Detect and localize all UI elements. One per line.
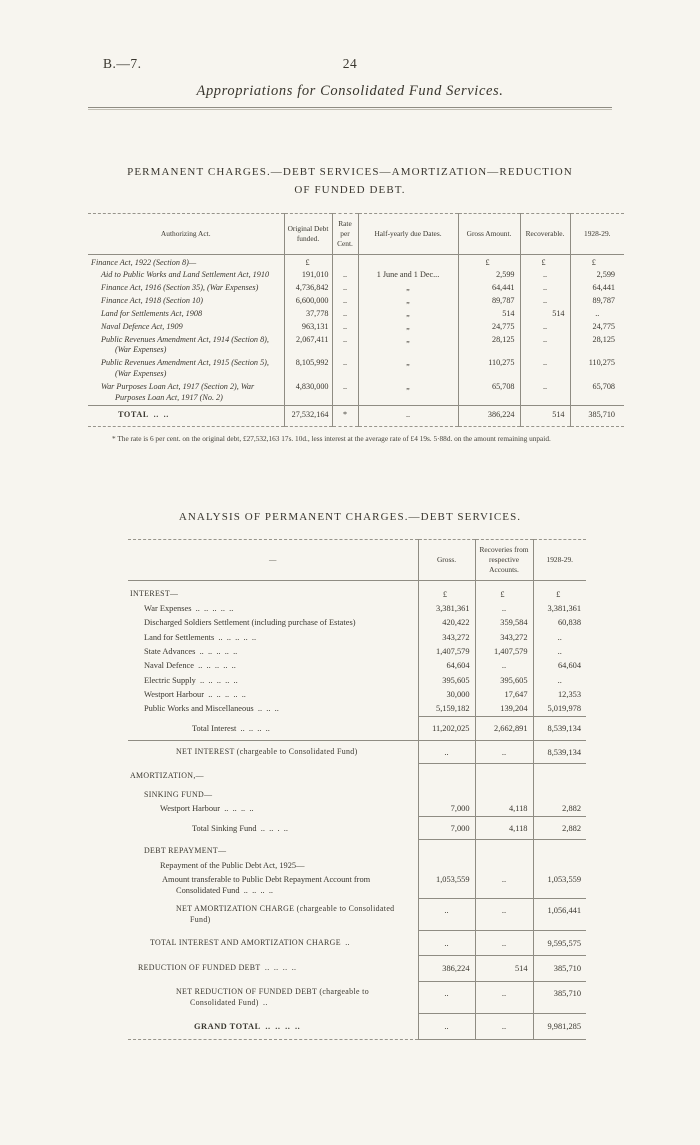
cell-gross xyxy=(418,784,475,802)
cell-recoveries xyxy=(475,840,533,858)
cell-rate: .. xyxy=(332,357,358,381)
cell-recoverable: 514 xyxy=(520,308,570,321)
cell-recoveries: 4,118 xyxy=(475,817,533,840)
table2-row xyxy=(128,740,586,763)
cell-gross: 11,202,025 xyxy=(418,717,475,740)
cell-recoveries xyxy=(475,763,533,783)
cell-1928-29: £ xyxy=(533,580,586,601)
cell-recoveries: .. xyxy=(475,898,533,930)
cell-authorizing-act: Public Revenues Amendment Act, 1915 (Section 5), (War Expenses) xyxy=(101,358,269,379)
cell-gross: 1,407,579 xyxy=(418,645,475,659)
cell-gross-amount: 2,599 xyxy=(458,269,520,282)
cell-gross-amount: 514 xyxy=(458,308,520,321)
cell-gross xyxy=(418,858,475,872)
cell-label: Discharged Soldiers Settlement (including purchase of Estates) xyxy=(144,618,356,628)
cell-due-dates: „ xyxy=(358,357,458,381)
cell-rate: .. xyxy=(332,269,358,282)
table2-row xyxy=(128,688,586,702)
table1-row xyxy=(88,334,624,358)
cell-recoveries: 343,272 xyxy=(475,630,533,644)
table1-footnote: * The rate is 6 per cent. on the original debt, £27,532,163 17s. 10d., less interest at the average rate of £4 19s. 5·88d. on the amount remaining unpaid. xyxy=(112,434,551,444)
column-header-recoveries: Recoveries from respective Accounts. xyxy=(475,539,533,580)
cell-gross xyxy=(418,840,475,858)
cell-1928-29: 385,710 xyxy=(533,981,586,1013)
permanent-charges-table xyxy=(88,213,624,427)
doc-ref: B.—7. xyxy=(103,56,142,71)
table2-row xyxy=(128,858,586,872)
cell-1928-29: 385,710 xyxy=(533,956,586,981)
cell-gross: 386,224 xyxy=(418,956,475,981)
cell-recoverable: .. xyxy=(520,282,570,295)
cell-1928-29: 64,441 xyxy=(570,282,624,295)
cell-original-debt: £ xyxy=(284,255,332,270)
cell-recoveries: .. xyxy=(475,981,533,1013)
cell-1928-29: .. xyxy=(570,308,624,321)
table2-row xyxy=(128,645,586,659)
cell-gross-amount: 110,275 xyxy=(458,357,520,381)
cell-recoveries: .. xyxy=(475,659,533,673)
table1-row xyxy=(88,282,624,295)
table1-row xyxy=(88,308,624,321)
cell-label: War Expenses .. .. .. .. .. xyxy=(144,604,234,613)
table2-row xyxy=(128,840,586,858)
cell-recoverable: .. xyxy=(520,269,570,282)
cell-gross: .. xyxy=(418,981,475,1013)
column-header-original-debt: Original Debt funded. xyxy=(284,214,332,255)
cell-recoveries: 395,605 xyxy=(475,673,533,687)
table2-row xyxy=(128,616,586,630)
cell-1928-29: 24,775 xyxy=(570,321,624,334)
cell-recoveries xyxy=(475,784,533,802)
cell-1928-29: 8,539,134 xyxy=(533,717,586,740)
cell-1928-29: £ xyxy=(570,255,624,270)
cell-1928-29: 2,599 xyxy=(570,269,624,282)
cell-label: SINKING FUND— xyxy=(144,789,213,799)
cell-due-dates: „ xyxy=(358,334,458,358)
cell-gross: .. xyxy=(418,898,475,930)
cell-label: GRAND TOTAL .. .. .. .. xyxy=(194,1021,301,1031)
table2-row xyxy=(128,872,586,898)
cell-gross: 30,000 xyxy=(418,688,475,702)
cell-recoveries: .. xyxy=(475,1014,533,1040)
cell-1928-29: 65,708 xyxy=(570,381,624,405)
cell-1928-29: 3,381,361 xyxy=(533,602,586,616)
cell-recoverable: .. xyxy=(520,334,570,358)
cell-recoveries: 4,118 xyxy=(475,802,533,817)
cell-authorizing-act: Aid to Public Works and Land Settlement Act, 1910 xyxy=(101,270,270,280)
cell-gross: 1,053,559 xyxy=(418,872,475,898)
table1-row xyxy=(88,255,624,270)
cell-1928-29: 2,882 xyxy=(533,802,586,817)
cell-1928-29: 9,981,285 xyxy=(533,1014,586,1040)
cell-recoverable: .. xyxy=(520,381,570,405)
cell-1928-29: 9,595,575 xyxy=(533,931,586,956)
cell-rate: * xyxy=(332,405,358,427)
cell-rate: .. xyxy=(332,334,358,358)
table1-title-line2: OF FUNDED DEBT. xyxy=(294,183,406,196)
cell-rate: .. xyxy=(332,308,358,321)
table1-body xyxy=(88,255,624,427)
table1-header-row xyxy=(88,214,624,255)
table2-row xyxy=(128,1014,586,1040)
cell-rate: .. xyxy=(332,295,358,308)
running-title: Appropriations for Consolidated Fund Services. xyxy=(196,83,504,99)
cell-label: Public Works and Miscellaneous .. .. .. xyxy=(144,704,279,714)
cell-label: Total Sinking Fund .. .. . .. xyxy=(192,823,288,833)
cell-1928-29: 8,539,134 xyxy=(533,740,586,763)
cell-label: AMORTIZATION,— xyxy=(130,771,204,781)
header-rule xyxy=(88,107,612,110)
cell-gross: £ xyxy=(418,580,475,601)
cell-original-debt: 8,105,992 xyxy=(284,357,332,381)
table2-row xyxy=(128,580,586,601)
table2-row xyxy=(128,602,586,616)
cell-original-debt: 4,830,000 xyxy=(284,381,332,405)
column-header-gross: Gross. xyxy=(418,539,475,580)
cell-1928-29: .. xyxy=(533,645,586,659)
cell-recoveries: .. xyxy=(475,602,533,616)
cell-original-debt: 37,778 xyxy=(284,308,332,321)
cell-label: DEBT REPAYMENT— xyxy=(144,845,227,855)
cell-original-debt: 4,736,842 xyxy=(284,282,332,295)
column-header-recoverable: Recoverable. xyxy=(520,214,570,255)
table2-row xyxy=(128,956,586,981)
cell-authorizing-act: Finance Act, 1922 (Section 8)— xyxy=(91,257,197,267)
cell-gross: .. xyxy=(418,931,475,956)
cell-1928-29: 385,710 xyxy=(570,405,624,427)
cell-original-debt: 27,532,164 xyxy=(284,405,332,427)
cell-gross-amount: 89,787 xyxy=(458,295,520,308)
cell-1928-29: 64,604 xyxy=(533,659,586,673)
cell-gross-amount: 64,441 xyxy=(458,282,520,295)
page-number: 24 xyxy=(342,56,358,71)
cell-label: Land for Settlements .. .. .. .. .. xyxy=(144,632,257,642)
cell-1928-29: 1,053,559 xyxy=(533,872,586,898)
cell-label: State Advances .. .. .. .. .. xyxy=(144,647,238,657)
cell-1928-29: 2,882 xyxy=(533,817,586,840)
cell-label: TOTAL INTEREST AND AMORTIZATION CHARGE .. xyxy=(150,937,350,947)
cell-1928-29 xyxy=(533,840,586,858)
cell-original-debt: 963,131 xyxy=(284,321,332,334)
table2-row xyxy=(128,784,586,802)
cell-original-debt: 191,010 xyxy=(284,269,332,282)
table2-row xyxy=(128,659,586,673)
table1-row xyxy=(88,405,624,427)
table1-title xyxy=(0,164,700,199)
cell-due-dates: .. xyxy=(358,405,458,427)
table2-row xyxy=(128,630,586,644)
cell-authorizing-act: TOTAL .. .. xyxy=(88,405,284,427)
cell-label: Amount transferable to Public Debt Repayment Account from Consolidated Fund .. .. .. .. xyxy=(162,874,371,896)
cell-gross: 5,159,182 xyxy=(418,702,475,717)
cell-label: Total Interest .. .. .. .. xyxy=(128,717,418,740)
cell-label: NET INTEREST (chargeable to Consolidated Fund) xyxy=(176,746,358,756)
column-header-due-dates: Half-yearly due Dates. xyxy=(358,214,458,255)
page-header xyxy=(0,0,700,72)
cell-rate xyxy=(332,255,358,270)
cell-gross: .. xyxy=(418,740,475,763)
table2-row xyxy=(128,898,586,930)
cell-recoveries xyxy=(475,858,533,872)
cell-recoverable: £ xyxy=(520,255,570,270)
cell-1928-29: 28,125 xyxy=(570,334,624,358)
cell-due-dates: „ xyxy=(358,381,458,405)
cell-authorizing-act: War Purposes Loan Act, 1917 (Section 2), War Purposes Loan Act, 1917 (No. 2) xyxy=(101,381,255,402)
cell-due-dates xyxy=(358,255,458,270)
cell-authorizing-act: Public Revenues Amendment Act, 1914 (Section 8), (War Expenses) xyxy=(101,334,269,355)
table2-row xyxy=(128,717,586,740)
cell-gross: 3,381,361 xyxy=(418,602,475,616)
table1-row xyxy=(88,357,624,381)
cell-gross: 395,605 xyxy=(418,673,475,687)
column-header-blank: — xyxy=(128,539,418,580)
table1-row xyxy=(88,269,624,282)
table2-body xyxy=(128,580,586,1040)
cell-gross: 343,272 xyxy=(418,630,475,644)
cell-recoveries: 17,647 xyxy=(475,688,533,702)
cell-recoverable: 514 xyxy=(520,405,570,427)
table2-row xyxy=(128,931,586,956)
cell-label: NET AMORTIZATION CHARGE (chargeable to Consolidated Fund) xyxy=(176,904,395,924)
cell-original-debt: 6,600,000 xyxy=(284,295,332,308)
cell-rate: .. xyxy=(332,381,358,405)
cell-recoveries: .. xyxy=(475,740,533,763)
table2-title: ANALYSIS OF PERMANENT CHARGES.—DEBT SERVICES. xyxy=(178,510,522,523)
cell-authorizing-act: Land for Settlements Act, 1908 xyxy=(101,308,203,318)
table2-header-row xyxy=(128,539,586,580)
cell-recoveries: .. xyxy=(475,872,533,898)
cell-rate: .. xyxy=(332,321,358,334)
cell-label: INTEREST— xyxy=(130,588,179,598)
cell-1928-29: 1,056,441 xyxy=(533,898,586,930)
cell-authorizing-act: Finance Act, 1918 (Section 10) xyxy=(101,296,203,306)
cell-label: Repayment of the Public Debt Act, 1925— xyxy=(160,860,305,870)
cell-1928-29: 12,353 xyxy=(533,688,586,702)
cell-due-dates: 1 June and 1 Dec... xyxy=(358,269,458,282)
cell-gross: .. xyxy=(418,1014,475,1040)
cell-due-dates: „ xyxy=(358,282,458,295)
table2-row xyxy=(128,763,586,783)
cell-1928-29: .. xyxy=(533,630,586,644)
cell-recoveries: 1,407,579 xyxy=(475,645,533,659)
cell-rate: .. xyxy=(332,282,358,295)
cell-recoveries: £ xyxy=(475,580,533,601)
cell-label: Westport Harbour .. .. .. .. .. xyxy=(144,690,246,700)
cell-due-dates: „ xyxy=(358,295,458,308)
cell-label: Naval Defence .. .. .. .. .. xyxy=(144,661,236,671)
cell-recoveries: .. xyxy=(475,931,533,956)
column-header-gross-amount: Gross Amount. xyxy=(458,214,520,255)
column-header-1928-29: 1928-29. xyxy=(570,214,624,255)
cell-recoverable: .. xyxy=(520,295,570,308)
cell-gross-amount: 28,125 xyxy=(458,334,520,358)
cell-label: Westport Harbour .. .. .. .. xyxy=(160,804,254,814)
cell-gross-amount: 24,775 xyxy=(458,321,520,334)
column-header-rate: Rate per Cent. xyxy=(332,214,358,255)
cell-recoverable: .. xyxy=(520,357,570,381)
cell-1928-29: 89,787 xyxy=(570,295,624,308)
table2-row xyxy=(128,817,586,840)
table1-row xyxy=(88,321,624,334)
cell-recoverable: .. xyxy=(520,321,570,334)
cell-original-debt: 2,067,411 xyxy=(284,334,332,358)
cell-authorizing-act: Finance Act, 1916 (Section 35), (War Expenses) xyxy=(101,283,259,293)
cell-gross: 7,000 xyxy=(418,802,475,817)
table1-row xyxy=(88,381,624,405)
column-header-authorizing-act: Authorizing Act. xyxy=(88,214,284,255)
cell-authorizing-act: Naval Defence Act, 1909 xyxy=(101,321,183,331)
cell-1928-29 xyxy=(533,763,586,783)
table1-row xyxy=(88,295,624,308)
table2-row xyxy=(128,981,586,1013)
analysis-table xyxy=(128,539,586,1041)
cell-gross: 7,000 xyxy=(418,817,475,840)
cell-label: REDUCTION OF FUNDED DEBT .. .. .. .. xyxy=(138,962,297,972)
table2-row xyxy=(128,673,586,687)
cell-1928-29: 60,838 xyxy=(533,616,586,630)
cell-gross xyxy=(418,763,475,783)
table1-title-line1: PERMANENT CHARGES.—DEBT SERVICES—AMORTIZATION—REDUCTION xyxy=(127,166,573,178)
cell-1928-29 xyxy=(533,784,586,802)
table2-row xyxy=(128,802,586,817)
cell-gross: 64,604 xyxy=(418,659,475,673)
column-header-1928-29: 1928-29. xyxy=(533,539,586,580)
cell-recoveries: 359,584 xyxy=(475,616,533,630)
cell-gross: 420,422 xyxy=(418,616,475,630)
cell-1928-29: .. xyxy=(533,673,586,687)
cell-1928-29 xyxy=(533,858,586,872)
table2-row xyxy=(128,702,586,717)
cell-1928-29: 110,275 xyxy=(570,357,624,381)
cell-due-dates: „ xyxy=(358,321,458,334)
cell-label: Electric Supply .. .. .. .. .. xyxy=(144,675,238,685)
cell-recoveries: 514 xyxy=(475,956,533,981)
cell-recoveries: 139,204 xyxy=(475,702,533,717)
cell-label: NET REDUCTION OF FUNDED DEBT (chargeable to Consolidated Fund) .. xyxy=(176,987,370,1007)
cell-recoveries: 2,662,891 xyxy=(475,717,533,740)
cell-gross-amount: 386,224 xyxy=(458,405,520,427)
cell-gross-amount: £ xyxy=(458,255,520,270)
cell-1928-29: 5,019,978 xyxy=(533,702,586,717)
cell-gross-amount: 65,708 xyxy=(458,381,520,405)
cell-due-dates: „ xyxy=(358,308,458,321)
